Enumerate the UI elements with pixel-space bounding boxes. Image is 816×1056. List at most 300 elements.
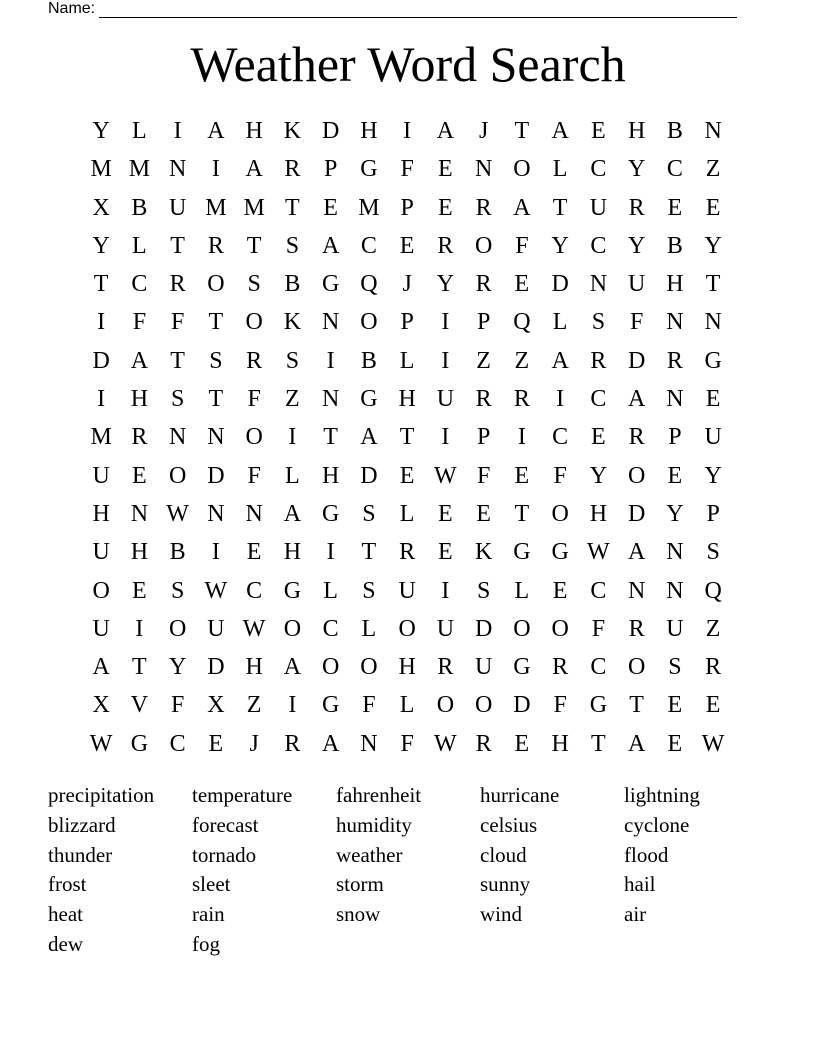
grid-letter: P: [400, 309, 414, 336]
grid-letter: R: [169, 271, 186, 298]
grid-letter: L: [552, 156, 568, 183]
grid-letter: T: [170, 232, 185, 259]
grid-letter: D: [321, 118, 340, 144]
grid-letter: O: [283, 615, 302, 642]
grid-letter: I: [288, 424, 297, 451]
grid-letter: S: [591, 309, 606, 336]
word-list-item: weather: [336, 842, 403, 867]
grid-letter: N: [245, 500, 263, 527]
grid-letter: B: [666, 118, 683, 144]
word-list-item: sleet: [192, 872, 231, 897]
grid-letter: F: [591, 615, 606, 642]
grid-letter: E: [667, 692, 683, 719]
grid-letter: C: [246, 577, 263, 604]
grid-letter: I: [97, 309, 106, 336]
grid-letter: D: [627, 347, 646, 374]
grid-letter: Y: [436, 271, 455, 298]
grid-letter: Z: [705, 156, 721, 183]
grid-letter: E: [323, 194, 338, 221]
grid-letter: A: [92, 654, 110, 681]
grid-letter: O: [513, 156, 531, 183]
grid-letter: Q: [360, 271, 378, 298]
grid-letter: Q: [704, 577, 722, 604]
grid-letter: T: [705, 271, 721, 298]
grid-letter: J: [402, 271, 412, 298]
grid-letter: X: [92, 194, 110, 221]
grid-letter: W: [204, 577, 228, 604]
grid-letter: U: [627, 271, 646, 298]
grid-letter: H: [245, 118, 263, 144]
word-list-item: tornado: [192, 842, 257, 867]
grid-letter: Y: [704, 462, 722, 489]
word-list-item: temperature: [192, 783, 293, 807]
grid-letter: O: [360, 309, 378, 336]
grid-letter: I: [441, 309, 450, 336]
grid-letter: N: [704, 118, 722, 144]
grid-letter: E: [514, 462, 530, 489]
grid-letter: E: [514, 271, 530, 298]
grid-letter: H: [283, 539, 302, 566]
word-list-item: celsius: [480, 812, 538, 837]
grid-letter: T: [514, 118, 530, 144]
grid-letter: R: [552, 654, 569, 681]
grid-letter: H: [666, 271, 684, 298]
grid-letter: O: [207, 271, 225, 298]
grid-letter: E: [399, 462, 415, 489]
grid-letter: Q: [513, 309, 531, 336]
grid-letter: Y: [704, 232, 722, 259]
grid-letter: A: [627, 539, 646, 566]
grid-letter: M: [358, 194, 380, 221]
grid-letter: N: [168, 424, 187, 451]
grid-letter: C: [590, 654, 607, 681]
grid-letter: E: [667, 194, 683, 221]
grid-letter: O: [321, 654, 340, 681]
grid-letter: I: [441, 424, 450, 451]
grid-letter: D: [474, 615, 493, 642]
grid-letter: G: [321, 271, 340, 298]
grid-letter: N: [321, 386, 340, 413]
grid-letter: I: [288, 692, 297, 719]
grid-letter: Z: [705, 615, 721, 642]
grid-letter: N: [168, 156, 187, 183]
grid-letter: E: [208, 730, 224, 757]
grid-letter: G: [513, 539, 531, 566]
grid-letter: O: [168, 462, 187, 489]
word-list-item: thunder: [48, 842, 113, 867]
grid-letter: T: [323, 424, 338, 451]
grid-letter: S: [285, 347, 300, 374]
grid-letter: F: [553, 462, 567, 489]
word-list-item: snow: [336, 902, 381, 927]
grid-letter: T: [591, 730, 606, 757]
grid-letter: H: [398, 654, 416, 681]
grid-letter: L: [361, 615, 377, 642]
word-list-item: dew: [48, 931, 83, 956]
grid-letter: Z: [246, 692, 262, 719]
grid-letter: C: [169, 730, 186, 757]
grid-letter: H: [360, 118, 378, 144]
word-list-item: humidity: [336, 812, 412, 837]
grid-letter: W: [587, 539, 610, 566]
grid-letter: Z: [514, 347, 530, 374]
grid-letter: D: [207, 654, 225, 681]
grid-letter: E: [667, 730, 683, 757]
grid-letter: L: [399, 692, 415, 719]
grid-letter: D: [207, 462, 225, 489]
grid-letter: E: [132, 462, 147, 489]
grid-letter: J: [478, 118, 489, 144]
grid-letter: U: [92, 462, 110, 489]
word-list-item: storm: [336, 872, 384, 897]
grid-letter: O: [436, 692, 455, 719]
grid-letter: N: [321, 309, 340, 336]
grid-letter: A: [130, 347, 149, 374]
grid-letter: T: [552, 194, 568, 221]
grid-letter: T: [629, 692, 644, 719]
grid-letter: M: [205, 194, 227, 221]
grid-letter: H: [589, 500, 608, 527]
grid-letter: R: [475, 194, 492, 221]
grid-letter: A: [627, 730, 646, 757]
grid-letter: I: [135, 615, 144, 642]
grid-letter: C: [590, 577, 607, 604]
grid-letter: H: [92, 500, 110, 527]
grid-letter: W: [434, 462, 457, 489]
word-list-item: cloud: [480, 842, 527, 867]
grid-letter: I: [403, 118, 412, 144]
grid-letter: N: [666, 309, 684, 336]
grid-letter: R: [705, 654, 722, 681]
grid-letter: Y: [589, 462, 608, 489]
grid-letter: F: [515, 232, 529, 259]
name-underline: [99, 3, 737, 18]
grid-letter: K: [474, 539, 493, 566]
word-list-item: fog: [192, 931, 220, 956]
grid-letter: U: [207, 615, 225, 642]
grid-letter: G: [513, 654, 531, 681]
grid-letter: E: [705, 386, 721, 413]
grid-letter: U: [666, 615, 684, 642]
word-list-item: air: [624, 902, 647, 927]
grid-letter: R: [475, 730, 492, 757]
grid-letter: O: [551, 615, 569, 642]
grid-letter: N: [666, 539, 684, 566]
grid-letter: B: [360, 347, 377, 374]
grid-letter: C: [590, 232, 607, 259]
grid-letter: S: [706, 539, 720, 566]
grid-letter: V: [130, 692, 149, 719]
grid-letter: I: [441, 577, 450, 604]
grid-letter: G: [589, 692, 608, 719]
grid-letter: F: [247, 462, 261, 489]
grid-letter: Y: [168, 654, 187, 681]
grid-letter: E: [705, 692, 721, 719]
grid-letter: I: [517, 424, 526, 451]
grid-letter: U: [168, 194, 187, 221]
grid-letter: Z: [476, 347, 491, 374]
grid-letter: F: [170, 692, 185, 719]
grid-letter: B: [169, 539, 186, 566]
page-title: Weather Word Search: [190, 36, 626, 92]
grid-letter: C: [666, 156, 683, 183]
grid-letter: Y: [92, 232, 110, 259]
grid-letter: R: [399, 539, 416, 566]
grid-letter: A: [436, 118, 455, 144]
grid-letter: R: [475, 271, 492, 298]
grid-letter: N: [360, 730, 378, 757]
grid-letter: G: [360, 156, 378, 183]
grid-letter: X: [92, 692, 110, 719]
grid-letter: I: [173, 118, 182, 144]
grid-letter: X: [207, 692, 225, 719]
grid-letter: C: [360, 232, 377, 259]
grid-letter: R: [666, 347, 683, 374]
grid-letter: A: [283, 654, 302, 681]
grid-letter: R: [475, 386, 492, 413]
grid-letter: U: [704, 424, 722, 451]
grid-letter: Y: [666, 500, 684, 527]
grid-letter: H: [551, 730, 569, 757]
grid-letter: B: [131, 194, 148, 221]
word-list: [48, 780, 768, 959]
grid-letter: I: [326, 347, 335, 374]
grid-letter: L: [285, 462, 300, 489]
grid-letter: F: [132, 309, 147, 336]
grid-letter: H: [130, 539, 149, 566]
grid-letter: D: [360, 462, 378, 489]
grid-letter: P: [476, 309, 491, 336]
grid-letter: N: [130, 500, 149, 527]
grid-letter: O: [627, 462, 646, 489]
grid-letter: N: [474, 156, 493, 183]
grid-letter: Y: [627, 232, 646, 259]
grid-letter: E: [246, 539, 262, 566]
grid-letter: G: [360, 386, 378, 413]
grid-letter: T: [93, 271, 109, 298]
grid-letter: A: [551, 347, 569, 374]
name-field: [48, 0, 737, 18]
grid-letter: T: [170, 347, 185, 374]
grid-letter: O: [551, 500, 569, 527]
grid-letter: F: [629, 309, 644, 336]
grid-letter: R: [628, 424, 645, 451]
grid-letter: W: [166, 500, 189, 527]
grid-letter: T: [361, 539, 377, 566]
grid-letter: O: [513, 615, 531, 642]
grid-letter: G: [130, 730, 149, 757]
grid-letter: E: [132, 577, 147, 604]
grid-letter: U: [398, 577, 416, 604]
grid-letter: O: [474, 232, 493, 259]
grid-letter: Y: [551, 232, 569, 259]
grid-letter: S: [170, 577, 185, 604]
grid-letter: O: [398, 615, 416, 642]
grid-letter: E: [399, 232, 415, 259]
grid-letter: K: [283, 309, 302, 336]
grid-letter: A: [360, 424, 378, 451]
grid-letter: P: [668, 424, 682, 451]
grid-letter: B: [284, 271, 301, 298]
word-list-item: sunny: [480, 872, 531, 897]
grid-letter: R: [628, 194, 645, 221]
grid-letter: F: [170, 309, 185, 336]
word-list-item: wind: [480, 902, 522, 927]
grid-letter: F: [553, 692, 567, 719]
grid-letter: R: [437, 232, 454, 259]
grid-letter: O: [360, 654, 378, 681]
grid-letter: A: [207, 118, 225, 144]
grid-letter: L: [132, 118, 147, 144]
word-list-item: blizzard: [48, 812, 116, 837]
grid-letter: U: [436, 386, 455, 413]
grid-letter: A: [627, 386, 646, 413]
grid-letter: L: [552, 309, 568, 336]
grid-letter: M: [128, 156, 151, 183]
grid-letter: U: [92, 539, 110, 566]
grid-letter: N: [666, 386, 684, 413]
grid-letter: I: [556, 386, 565, 413]
name-label: Name:: [48, 0, 96, 17]
grid-letter: O: [627, 654, 646, 681]
grid-letter: C: [590, 386, 607, 413]
grid-letter: S: [476, 577, 491, 604]
grid-letter: M: [90, 156, 112, 183]
grid-letter: F: [476, 462, 491, 489]
grid-letter: T: [514, 500, 530, 527]
grid-letter: G: [321, 692, 340, 719]
grid-letter: E: [476, 500, 491, 527]
grid-letter: L: [399, 347, 415, 374]
grid-letter: D: [627, 500, 646, 527]
grid-letter: I: [211, 156, 220, 183]
grid-letter: U: [589, 194, 608, 221]
word-list-item: rain: [192, 902, 225, 927]
grid-letter: R: [590, 347, 607, 374]
grid-letter: O: [168, 615, 187, 642]
grid-letter: I: [441, 347, 450, 374]
grid-letter: F: [247, 386, 261, 413]
grid-letter: T: [399, 424, 415, 451]
grid-letter: N: [666, 577, 684, 604]
grid-letter: U: [474, 654, 493, 681]
word-list-item: forecast: [192, 812, 259, 837]
word-list-item: flood: [624, 842, 669, 867]
word-list-item: hurricane: [480, 783, 560, 807]
grid-letter: T: [246, 232, 262, 259]
word-list-item: lightning: [624, 783, 700, 807]
grid-letter: E: [438, 156, 453, 183]
grid-letter: W: [89, 730, 113, 757]
grid-letter: R: [284, 730, 301, 757]
grid-letter: G: [704, 347, 722, 374]
grid-letter: R: [437, 654, 454, 681]
grid-letter: S: [170, 386, 185, 413]
grid-letter: N: [207, 500, 225, 527]
grid-letter: Y: [92, 118, 110, 144]
grid-letter: M: [243, 194, 265, 221]
grid-letter: W: [701, 730, 725, 757]
grid-letter: P: [476, 424, 491, 451]
word-list-item: heat: [48, 902, 83, 927]
grid-letter: W: [242, 615, 266, 642]
grid-letter: C: [322, 615, 339, 642]
grid-letter: C: [131, 271, 148, 298]
grid-letter: S: [362, 500, 376, 527]
grid-letter: S: [285, 232, 300, 259]
grid-letter: S: [209, 347, 223, 374]
word-list-item: fahrenheit: [336, 783, 422, 807]
grid-letter: R: [207, 232, 224, 259]
grid-letter: L: [323, 577, 338, 604]
grid-letter: S: [247, 271, 261, 298]
grid-letter: L: [399, 500, 415, 527]
grid-letter: P: [400, 194, 414, 221]
grid-letter: I: [97, 386, 106, 413]
grid-letter: O: [245, 424, 263, 451]
grid-letter: E: [438, 500, 453, 527]
grid-letter: F: [362, 692, 376, 719]
word-list-item: precipitation: [48, 783, 155, 807]
grid-letter: G: [283, 577, 302, 604]
grid-letter: A: [245, 156, 263, 183]
grid-letter: F: [400, 730, 414, 757]
grid-letter: L: [132, 232, 147, 259]
grid-letter: G: [321, 500, 340, 527]
grid-letter: E: [705, 194, 721, 221]
grid-letter: Z: [285, 386, 300, 413]
grid-letter: A: [513, 194, 531, 221]
grid-letter: Y: [627, 156, 646, 183]
grid-letter: I: [326, 539, 335, 566]
grid-letter: I: [211, 539, 220, 566]
grid-letter: H: [245, 654, 263, 681]
grid-letter: C: [590, 156, 607, 183]
grid-letter: C: [552, 424, 569, 451]
grid-letter: O: [245, 309, 263, 336]
grid-letter: L: [514, 577, 530, 604]
grid-letter: H: [321, 462, 340, 489]
grid-letter: E: [591, 118, 606, 144]
grid-letter: U: [92, 615, 110, 642]
word-list-item: hail: [624, 872, 656, 897]
grid-letter: U: [436, 615, 455, 642]
grid-letter: H: [398, 386, 416, 413]
grid-letter: N: [704, 309, 722, 336]
grid-letter: T: [208, 386, 224, 413]
grid-letter: O: [474, 692, 493, 719]
grid-letter: D: [551, 271, 569, 298]
grid-letter: B: [666, 232, 683, 259]
grid-letter: R: [131, 424, 148, 451]
grid-letter: A: [551, 118, 569, 144]
grid-letter: E: [438, 194, 453, 221]
grid-letter: P: [706, 500, 720, 527]
grid-letter: N: [627, 577, 646, 604]
grid-letter: A: [321, 232, 340, 259]
grid-letter: D: [92, 347, 110, 374]
grid-letter: R: [246, 347, 263, 374]
grid-letter: E: [667, 462, 683, 489]
grid-letter: H: [130, 386, 149, 413]
grid-letter: N: [589, 271, 608, 298]
grid-letter: R: [513, 386, 530, 413]
grid-letter: F: [400, 156, 414, 183]
grid-letter: A: [321, 730, 340, 757]
grid-letter: P: [323, 156, 338, 183]
grid-letter: T: [285, 194, 300, 221]
grid-letter: W: [434, 730, 457, 757]
